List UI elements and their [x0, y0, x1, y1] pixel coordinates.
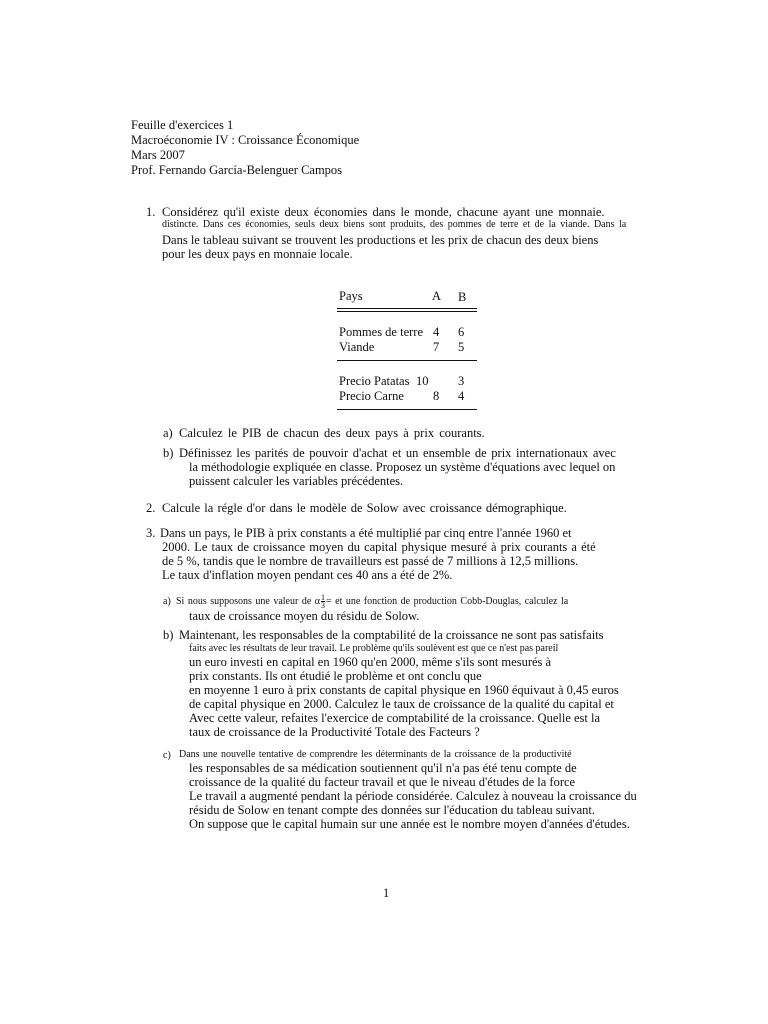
question-number: 3.	[146, 526, 156, 540]
text-line: prix constants. Ils ont étudié le problème et ont conclu que	[189, 669, 482, 683]
text-line: Définissez les parités de pouvoir d'achat et un ensemble de prix internationaux avec	[179, 446, 616, 460]
text-line: faits avec les résultats de leur travail. Le problème qu'ils soulèvent est que ce n'est pas pareil	[189, 643, 559, 654]
sub-question-label: c)	[163, 750, 171, 761]
sub-question-label: b)	[163, 446, 174, 460]
question-text	[160, 526, 596, 582]
text-line: Calculez le PIB de chacun des deux pays à prix courants.	[179, 426, 485, 440]
row-label: Viande	[339, 340, 375, 354]
sheet-title: Feuille d'exercices 1	[131, 118, 234, 132]
question-number: 1.	[146, 205, 156, 219]
table-rule	[337, 409, 477, 410]
cell-value: 10	[416, 374, 429, 388]
row-label: Precio Patatas	[339, 374, 410, 388]
question-text	[179, 748, 637, 831]
sub-question-label: a)	[163, 426, 173, 440]
text-line: de 5 %, tandis que le nombre de travailleurs est passé de 7 millions à 12,5 millions.	[162, 554, 579, 568]
text-line: Maintenant, les responsables de la comptabilité de la croissance ne sont pas satisfaits	[179, 628, 604, 642]
sub-question-label: a)	[163, 596, 171, 607]
text-line: pour les deux pays en monnaie locale.	[162, 247, 353, 261]
cell-value: 7	[433, 340, 440, 354]
col-header-pays: Pays	[339, 289, 363, 303]
professor-name: Prof. Fernando García-Belenguer Campos	[131, 163, 343, 177]
text-line: Dans le tableau suivant se trouvent les productions et les prix de chacun des deux biens	[162, 233, 599, 247]
cell-value: 8	[433, 389, 440, 403]
page-number: 1	[383, 886, 390, 900]
sub-question-label: b)	[163, 628, 174, 642]
text-line: Si nous supposons une valeur de α $\frac{1}{3}$ = et une fonction de production Cobb-Douglas, calculez la	[176, 593, 569, 610]
fraction-one-third: $\frac{1}{3}$	[321, 593, 326, 610]
text-line: On suppose que le capital humain sur une année est le nombre moyen d'années d'études.	[189, 817, 630, 831]
table-rule	[337, 308, 477, 309]
text-line: de capital physique en 2000. Calculez le taux de croissance de la qualité du capital et	[189, 697, 614, 711]
row-label: Pommes de terre	[339, 325, 424, 339]
text-line: la méthodologie expliquée en classe. Proposez un système d'équations avec lequel on	[189, 460, 616, 474]
question-text	[162, 205, 626, 261]
col-header-b: B	[458, 290, 467, 304]
table-rule	[337, 360, 477, 361]
col-header-a: A	[432, 289, 442, 303]
cell-value: 4	[433, 325, 440, 339]
course-title: Macroéconomie IV : Croissance Économique	[131, 133, 360, 147]
text-line: croissance de la qualité du facteur travail et que le niveau d'études de la force	[189, 775, 576, 789]
text-line: taux de croissance de la Productivité Totale des Facteurs ?	[189, 725, 480, 739]
text-line: les responsables de sa médication soutiennent qu'il n'a pas été tenu compte de	[189, 761, 577, 775]
cell-value: 5	[458, 340, 465, 354]
table-rule	[337, 311, 477, 312]
cell-value: 3	[458, 374, 465, 388]
document-header	[131, 118, 359, 178]
cell-value: 4	[458, 389, 465, 403]
text-line: un euro investi en capital en 1960 qu'en 2000, même s'ils sont mesurés à	[189, 655, 552, 669]
question-text	[179, 446, 616, 488]
text-line: puissent calculer les variables précédentes.	[189, 474, 404, 488]
question-text	[179, 628, 619, 739]
text-line: 2000. Le taux de croissance moyen du capital physique mesuré à prix courants a été	[162, 540, 596, 554]
text-line: Le travail a augmenté pendant la période considérée. Calculez à nouveau la croissance du	[189, 789, 637, 803]
text-line: Dans un pays, le PIB à prix constants a été multiplié par cinq entre l'année 1960 et	[160, 526, 572, 540]
text-line: résidu de Solow en tenant compte des données sur l'éducation du tableau suivant.	[189, 803, 595, 817]
text-line: Le taux d'inflation moyen pendant ces 40 ans a été de 2%.	[162, 568, 453, 582]
date: Mars 2007	[131, 148, 185, 162]
text-line: taux de croissance moyen du résidu de Solow.	[189, 609, 420, 623]
question-text	[176, 594, 568, 623]
text-line: Dans une nouvelle tentative de comprendre les déterminants de la croissance de la productivité	[179, 749, 572, 760]
text-line: en moyenne 1 euro à prix constants de capital physique en 1960 équivaut à 0,45 euros	[189, 683, 619, 697]
text-line: Avec cette valeur, refaites l'exercice de comptabilité de la croissance. Quelle est la	[189, 711, 601, 725]
row-label: Precio Carne	[339, 389, 404, 403]
text-line: distincte. Dans ces économies, seuls deux biens sont produits, des pommes de terre et de la viande. Dans la	[162, 219, 627, 230]
text-line: Calcule la régle d'or dans le modèle de Solow avec croissance démographique.	[162, 501, 567, 515]
text-line: Considérez qu'il existe deux économies dans le monde, chacune ayant une monnaie.	[162, 205, 605, 219]
question-number: 2.	[146, 501, 156, 515]
cell-value: 6	[458, 325, 465, 339]
